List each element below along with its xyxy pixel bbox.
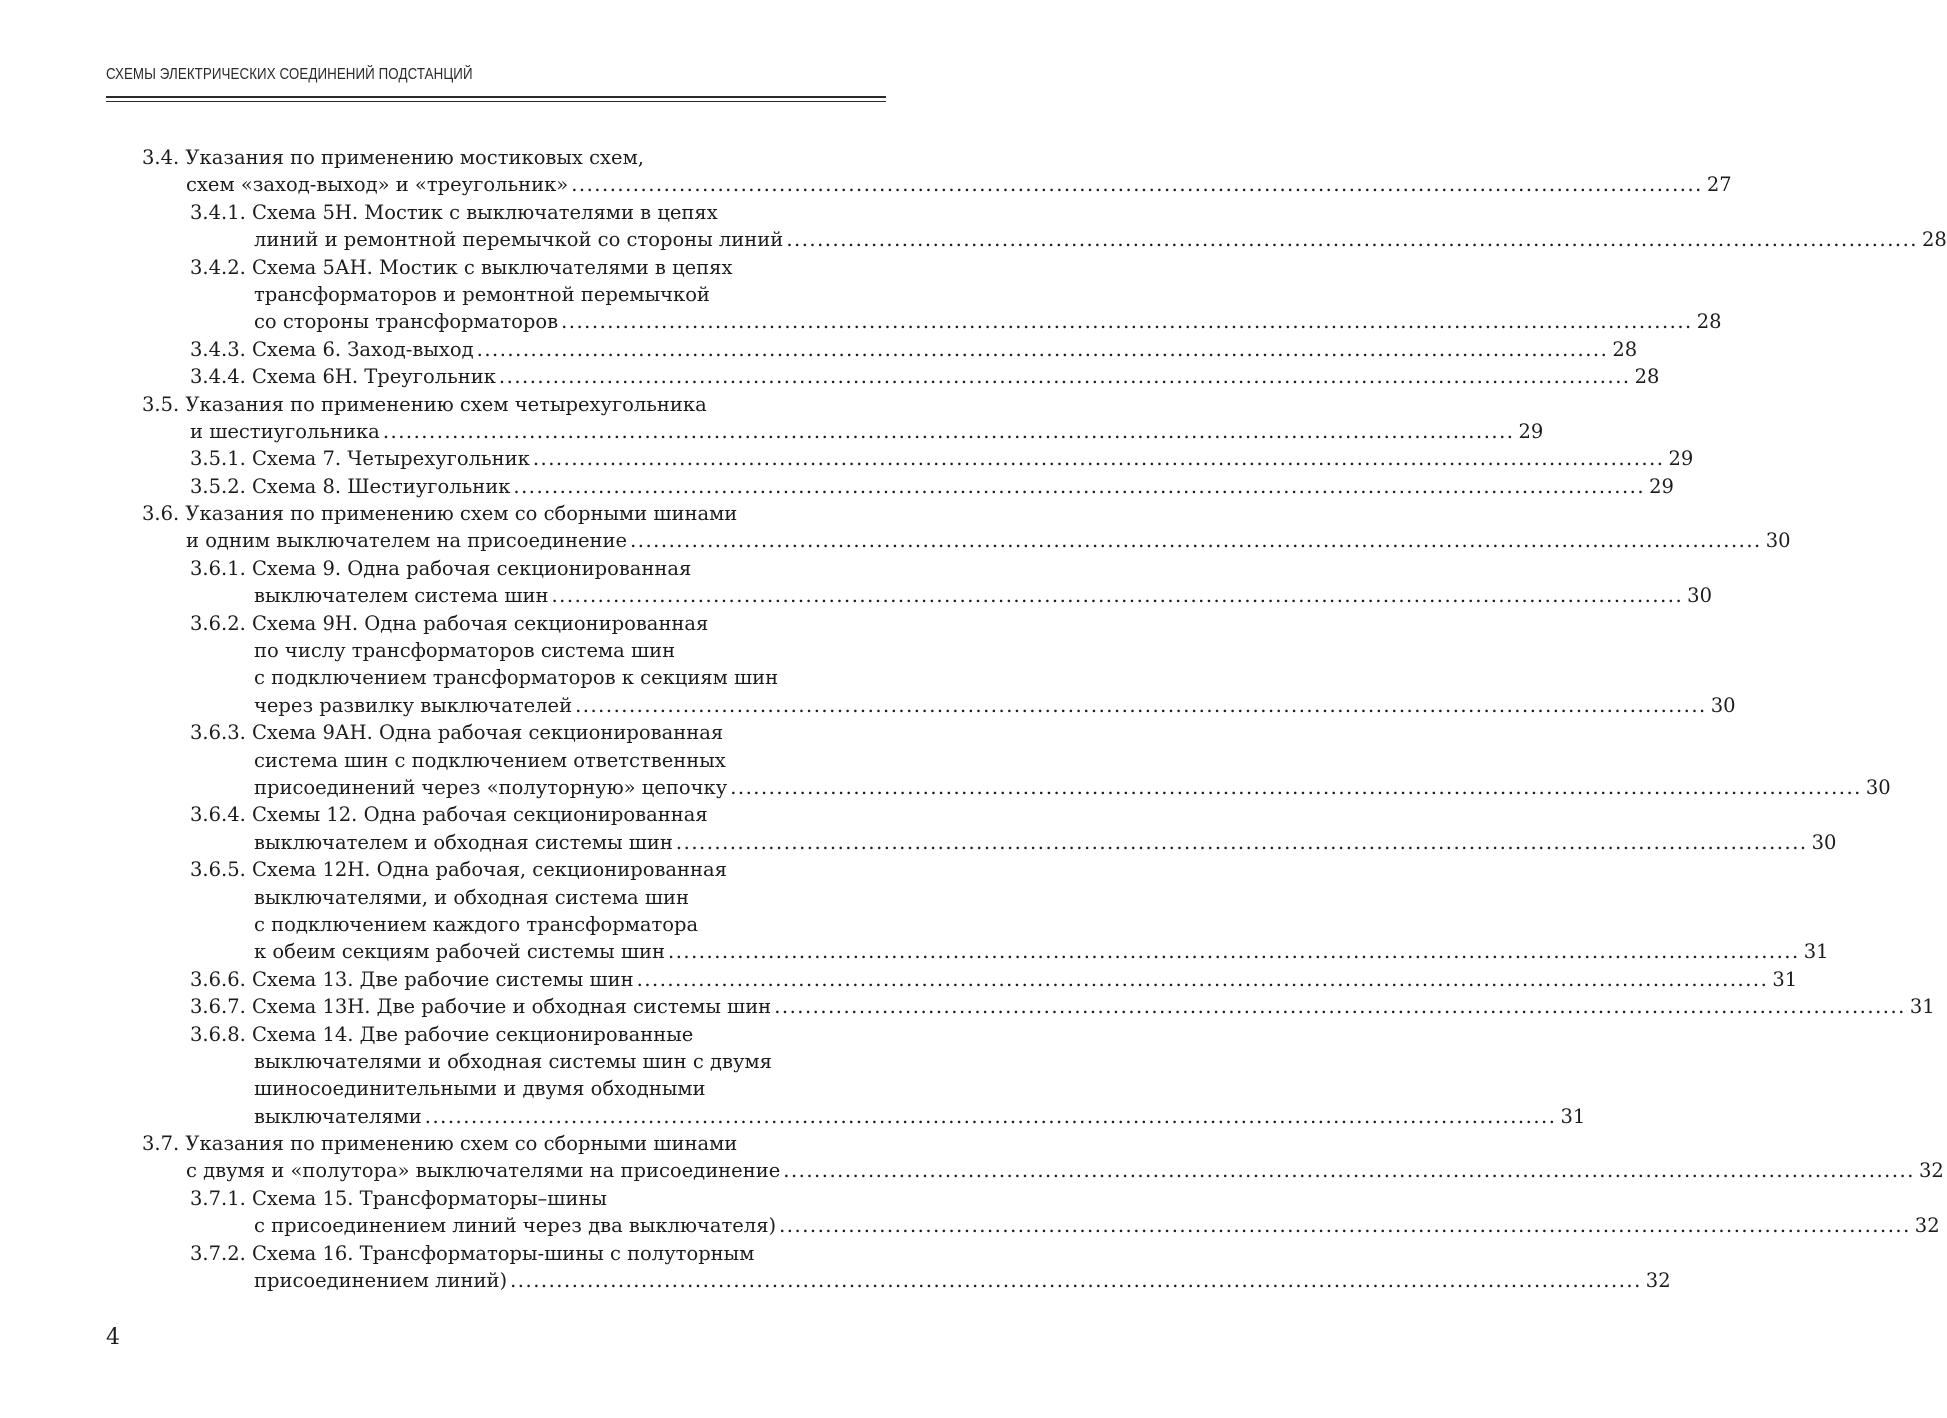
toc-entry-title: с подключением каждого трансформатора xyxy=(254,912,699,936)
dot-leader xyxy=(668,938,1800,965)
toc-page-number: 31 xyxy=(1560,1104,1586,1128)
toc-entry[interactable] xyxy=(0,336,1638,363)
toc-entry-title: 3.4.1. Схема 5Н. Мостик с выключателями в цепях xyxy=(190,200,718,224)
toc-entry[interactable] xyxy=(0,445,1694,472)
toc-entry-line xyxy=(0,1185,1004,1212)
toc-entry-title: 3.6.5. Схема 12Н. Одна рабочая, секционированная xyxy=(190,858,727,882)
toc-entry-final-line xyxy=(0,774,1891,801)
dot-leader xyxy=(779,1212,1911,1239)
toc-entry[interactable] xyxy=(0,363,1660,390)
toc-entry-title: 3.4. Указания по применению мостиковых схем, xyxy=(142,146,644,169)
toc-entry-title: 3.4.2. Схема 5АН. Мостик с выключателями в цепях xyxy=(190,255,733,279)
toc-entry-final-line xyxy=(0,582,1712,609)
toc-entry-title: 3.5. Указания по применению схем четырехугольника xyxy=(142,392,707,416)
toc-entry-final-line xyxy=(0,1103,1586,1130)
toc-entry[interactable] xyxy=(0,144,1732,199)
toc-entry-title: выключателем система шин xyxy=(254,584,549,608)
toc-entry-final-line xyxy=(0,938,1829,965)
toc-entry-title: 3.7.1. Схема 15. Трансформаторы–шины xyxy=(190,1186,607,1210)
header-rule-thick xyxy=(106,96,886,98)
toc-entry-final-line xyxy=(0,363,1660,390)
toc-entry-line xyxy=(0,884,1004,911)
header-rule-thin xyxy=(106,101,886,102)
toc-page-number: 29 xyxy=(1668,447,1694,471)
dot-leader xyxy=(774,993,1906,1020)
dot-leader xyxy=(575,692,1707,719)
toc-page-number: 32 xyxy=(1914,1214,1940,1238)
toc-entry-final-line xyxy=(0,527,1791,554)
dot-leader xyxy=(783,1157,1915,1184)
toc-entry-final-line xyxy=(0,308,1722,335)
toc-entry[interactable] xyxy=(0,966,1798,993)
toc-entry-title: система шин с подключением ответственных xyxy=(254,748,726,772)
running-head: СХЕМЫ ЭЛЕКТРИЧЕСКИХ СОЕДИНЕНИЙ ПОДСТАНЦИЙ xyxy=(106,66,473,83)
toc-entry-title: 3.6.7. Схема 13Н. Две рабочие и обходная системы шин xyxy=(190,995,772,1019)
toc-page-number: 30 xyxy=(1811,830,1837,854)
toc-entry-title: 3.6.8. Схема 14. Две рабочие секционированные xyxy=(190,1022,694,1046)
toc-entry-line xyxy=(0,500,1004,527)
toc-entry[interactable] xyxy=(0,610,1736,720)
toc-entry-title: 3.7. Указания по применению схем со сборными шинами xyxy=(142,1132,738,1156)
toc-entry-line xyxy=(0,1130,1004,1157)
dot-leader xyxy=(513,473,1645,500)
toc-entry-title: 3.6.2. Схема 9Н. Одна рабочая секционированная xyxy=(190,611,709,635)
toc-entry-title: через развилку выключателей xyxy=(254,693,573,717)
toc-page-number: 30 xyxy=(1687,584,1712,608)
toc-entry[interactable] xyxy=(0,801,1837,856)
toc-entry-line xyxy=(0,199,1004,226)
toc-entry-title: 3.6. Указания по применению схем со сборными шинами xyxy=(142,502,738,526)
toc-entry-title: и одним выключателем на присоединение xyxy=(186,529,628,553)
dot-leader xyxy=(561,308,1693,335)
toc-entry-final-line xyxy=(0,336,1638,363)
toc-entry-title: трансформаторов и ремонтной перемычкой xyxy=(254,282,710,306)
toc-entry[interactable] xyxy=(0,1021,1586,1131)
toc-entry-line xyxy=(0,555,1004,582)
toc-entry-line xyxy=(0,801,1004,828)
toc-page-number: 28 xyxy=(1634,365,1660,389)
toc-entry-line xyxy=(0,856,1004,883)
dot-leader xyxy=(630,527,1762,554)
toc-entry[interactable] xyxy=(0,555,1712,610)
dot-leader xyxy=(676,829,1808,856)
toc-page-number: 30 xyxy=(1865,775,1891,799)
toc-entry-title: 3.5.2. Схема 8. Шестиугольник xyxy=(190,474,511,498)
toc-entry[interactable] xyxy=(0,1130,1944,1185)
dot-leader xyxy=(499,363,1631,390)
toc-page-number: 27 xyxy=(1706,173,1732,197)
toc-entry-title: выключателями и обходная системы шин с двумя xyxy=(254,1049,772,1073)
toc-entry-line xyxy=(0,144,1004,171)
dot-leader xyxy=(786,226,1918,253)
toc-entry-final-line xyxy=(0,418,1544,445)
toc-page-number: 31 xyxy=(1772,967,1798,991)
toc-entry-final-line xyxy=(0,829,1837,856)
toc-entry[interactable] xyxy=(0,856,1829,966)
toc-entry-title: 3.6.1. Схема 9. Одна рабочая секционированная xyxy=(190,556,692,580)
toc-entry-final-line xyxy=(0,171,1732,198)
toc-entry[interactable] xyxy=(0,500,1791,555)
toc-entry[interactable] xyxy=(0,254,1722,336)
dot-leader xyxy=(383,418,1515,445)
dot-leader xyxy=(551,582,1683,609)
toc-entry-title: присоединением линий) xyxy=(254,1269,508,1293)
toc-page-number: 30 xyxy=(1710,693,1736,717)
toc-entry-title: с подключением трансформаторов к секциям шин xyxy=(254,666,779,690)
toc-entry-final-line xyxy=(0,993,1935,1020)
toc-entry-title: с присоединением линий через два выключателя) xyxy=(254,1214,777,1238)
toc-entry-line xyxy=(0,637,1004,664)
toc-entry-title: 3.7.2. Схема 16. Трансформаторы-шины с полуторным xyxy=(190,1241,755,1265)
dot-leader xyxy=(571,171,1703,198)
toc-entry-line xyxy=(0,281,1004,308)
toc-entry-line xyxy=(0,1240,1004,1267)
toc-entry-line xyxy=(0,1021,1004,1048)
toc-entry-title: со стороны трансформаторов xyxy=(254,310,559,334)
toc-entry-title: с двумя и «полутора» выключателями на присоединение xyxy=(186,1159,781,1183)
toc-entry-final-line xyxy=(0,226,1947,253)
dot-leader xyxy=(533,445,1665,472)
toc-entry[interactable] xyxy=(0,199,1947,254)
dot-leader xyxy=(510,1267,1642,1294)
toc-entry-title: выключателями xyxy=(254,1104,422,1128)
toc-entry-title: 3.6.3. Схема 9АН. Одна рабочая секционированная xyxy=(190,721,724,745)
toc-entry-line xyxy=(0,610,1004,637)
toc-entry-title: 3.4.3. Схема 6. Заход-выход xyxy=(190,337,474,361)
toc-entry-title: к обеим секциям рабочей системы шин xyxy=(254,940,666,964)
dot-leader xyxy=(425,1103,1557,1130)
toc-entry[interactable] xyxy=(0,391,1544,446)
toc-page-number: 30 xyxy=(1765,529,1791,553)
toc-entry-final-line xyxy=(0,966,1798,993)
toc-page-number: 28 xyxy=(1922,228,1947,252)
toc-entry-title: выключателями, и обходная система шин xyxy=(254,885,689,909)
toc-entry-final-line xyxy=(0,445,1694,472)
toc-entry-line xyxy=(0,911,1004,938)
toc-page-number: 28 xyxy=(1612,337,1638,361)
toc-entry-line xyxy=(0,1048,1004,1075)
dot-leader xyxy=(637,966,1769,993)
toc-entry-line xyxy=(0,1075,1004,1102)
toc-entry-title: присоединений через «полуторную» цепочку xyxy=(254,775,728,799)
toc-entry[interactable] xyxy=(0,1240,1671,1295)
toc-entry-title: 3.6.6. Схема 13. Две рабочие системы шин xyxy=(190,967,634,991)
page-number: 4 xyxy=(106,1325,120,1350)
toc-entry-final-line xyxy=(0,692,1736,719)
toc-page-number: 31 xyxy=(1803,940,1829,964)
toc-entry-title: по числу трансформаторов система шин xyxy=(254,639,676,663)
toc-page-number: 32 xyxy=(1918,1159,1944,1183)
toc-entry[interactable] xyxy=(0,719,1891,801)
toc-entry-title: линий и ремонтной перемычкой со стороны линий xyxy=(254,228,784,252)
toc-entry-title: выключателем и обходная системы шин xyxy=(254,830,673,854)
toc-entry-line xyxy=(0,391,1004,418)
toc-entry-title: 3.4.4. Схема 6Н. Треугольник xyxy=(190,365,496,389)
toc-entry-line xyxy=(0,747,1004,774)
toc-entry-line xyxy=(0,664,1004,691)
dot-leader xyxy=(730,774,1862,801)
toc-entry-title: схем «заход-выход» и «треугольник» xyxy=(186,173,569,197)
toc-page-number: 29 xyxy=(1649,474,1674,498)
toc-entry-title: 3.6.4. Схемы 12. Одна рабочая секционированная xyxy=(190,803,708,827)
toc-page-number: 32 xyxy=(1645,1269,1671,1293)
toc-page-number: 29 xyxy=(1518,419,1544,443)
toc-entry[interactable] xyxy=(0,1185,1940,1240)
toc-page-number: 31 xyxy=(1909,995,1935,1019)
toc-entry-final-line xyxy=(0,1157,1944,1184)
table-of-contents xyxy=(0,144,1947,1294)
toc-entry[interactable] xyxy=(0,993,1935,1020)
toc-entry-line xyxy=(0,719,1004,746)
toc-entry-title: шиносоединительными и двумя обходными xyxy=(254,1077,706,1101)
dot-leader xyxy=(477,336,1609,363)
toc-entry-final-line xyxy=(0,473,1674,500)
toc-entry-title: и шестиугольника xyxy=(190,419,380,443)
toc-page-number: 28 xyxy=(1696,310,1722,334)
toc-entry[interactable] xyxy=(0,473,1674,500)
toc-entry-line xyxy=(0,254,1004,281)
toc-entry-title: 3.5.1. Схема 7. Четырехугольник xyxy=(190,447,530,471)
toc-entry-final-line xyxy=(0,1212,1940,1239)
toc-entry-final-line xyxy=(0,1267,1671,1294)
